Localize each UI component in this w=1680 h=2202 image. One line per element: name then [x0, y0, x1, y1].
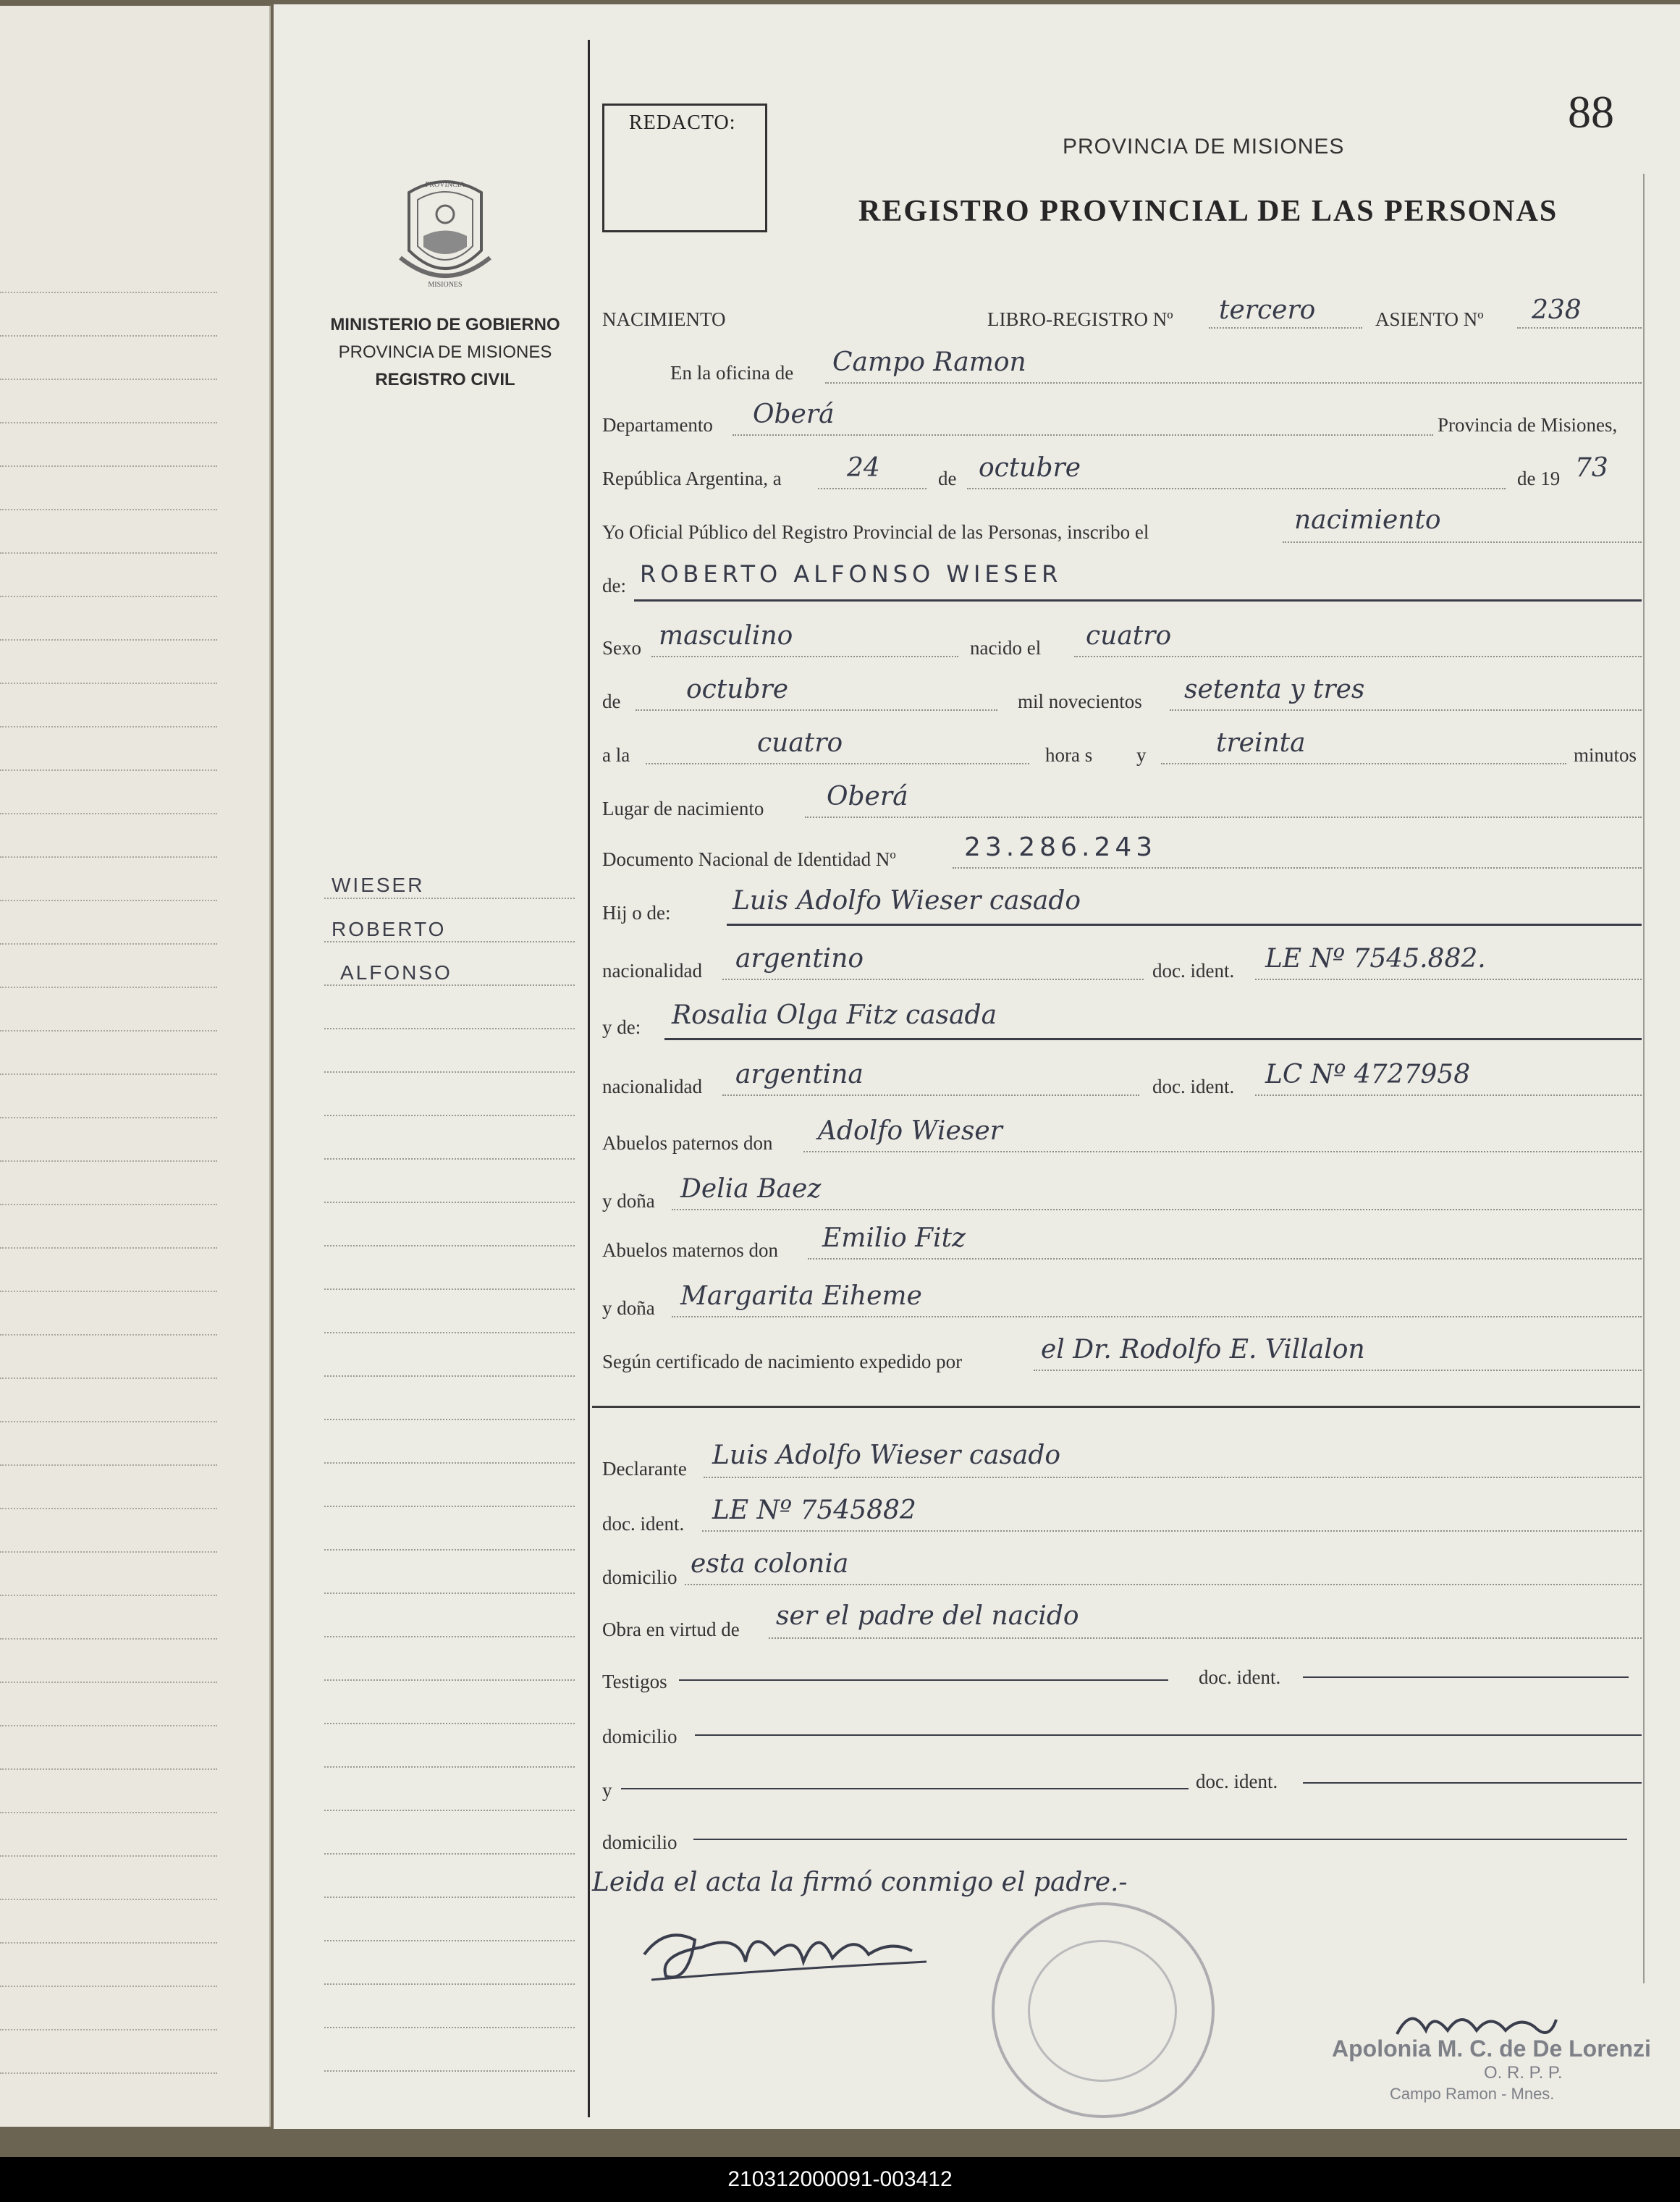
hora-value: cuatro: [757, 728, 843, 758]
form-border-line: [588, 40, 590, 2117]
doc2-value: LC Nº 4727958: [1265, 1060, 1471, 1089]
doc-declarante-value: LE Nº 7545882: [712, 1496, 916, 1525]
provincia-label: Provincia de Misiones,: [1438, 414, 1618, 436]
anio-nac-value: setenta y tres: [1184, 675, 1365, 704]
libro-value: tercero: [1219, 295, 1316, 325]
declarante-label: Declarante: [602, 1458, 687, 1480]
padre-value: Luis Adolfo Wieser casado: [733, 886, 1081, 916]
nac2-label: nacionalidad: [602, 1076, 702, 1097]
oficina-value: Campo Ramon: [832, 347, 1026, 377]
dia-value: 24: [847, 453, 880, 483]
dni-value: 23.286.243: [964, 832, 1157, 862]
yde-label: y de:: [602, 1016, 641, 1038]
official-stamp-line2: O. R. P. P.: [1484, 2063, 1563, 2083]
emblem-bottom-text: MISIONES: [428, 281, 463, 289]
footer-id: 210312000091-003412: [0, 2157, 1680, 2202]
sexo-label: Sexo: [602, 637, 641, 659]
de-year-label: de 19: [1517, 468, 1561, 489]
min-value: treinta: [1216, 728, 1306, 758]
form-right-line: [1643, 174, 1645, 1983]
abuelos-maternos-label: Abuelos maternos don: [602, 1239, 778, 1261]
abuelos-paternos-label: Abuelos paternos don: [602, 1132, 773, 1154]
doc-declarante-label: doc. ident.: [602, 1513, 685, 1535]
y-testigo-label: y: [602, 1779, 612, 1801]
official-stamp-name: Apolonia M. C. de De Lorenzi: [1332, 2036, 1651, 2062]
domicilio-value: esta colonia: [691, 1549, 849, 1579]
declarante-value: Luis Adolfo Wieser casado: [712, 1440, 1061, 1470]
margin-name2: ALFONSO: [340, 961, 452, 984]
madre-value: Rosalia Olga Fitz casada: [672, 1000, 997, 1030]
nacido-value: cuatro: [1086, 621, 1172, 651]
redacto-box: [602, 104, 767, 232]
y-dona-label-1: y doña: [602, 1190, 655, 1212]
doc2-label: doc. ident.: [1152, 1076, 1235, 1097]
margin-surname: WIESER: [332, 874, 425, 896]
emblem-top-text: PROVINCIA: [425, 181, 465, 189]
minutos-label: minutos: [1574, 744, 1637, 766]
departamento-value: Oberá: [753, 400, 835, 429]
republica-label: República Argentina, a: [602, 468, 782, 489]
certificado-label: Según certificado de nacimiento expedido por: [602, 1351, 963, 1372]
ministry-line1: MINISTERIO DE GOBIERNO: [330, 315, 560, 334]
lugar-value: Oberá: [827, 782, 908, 811]
asiento-label: ASIENTO Nº: [1375, 308, 1484, 330]
page-number: 88: [1568, 86, 1614, 138]
certificado-value: el Dr. Rodolfo E. Villalon: [1041, 1335, 1365, 1364]
doc-testigo-label: doc. ident.: [1199, 1666, 1281, 1688]
dni-label: Documento Nacional de Identidad Nº: [602, 848, 896, 870]
official-stamp-line3: Campo Ramon - Mnes.: [1390, 2085, 1555, 2103]
official-seal-inner: [1028, 1940, 1177, 2082]
domicilio-testigo2-label: domicilio: [602, 1831, 678, 1853]
province-title: PROVINCIA DE MISIONES: [1063, 135, 1345, 159]
domicilio-label: domicilio: [602, 1566, 678, 1588]
domicilio-testigo-label: domicilio: [602, 1726, 678, 1747]
ministry-line3: REGISTRO CIVIL: [375, 370, 515, 389]
ala-label: a la: [602, 744, 630, 766]
libro-label: LIBRO-REGISTRO Nº: [987, 308, 1173, 330]
nac1-value: argentino: [735, 944, 864, 974]
abuelos-maternos-value: Emilio Fitz: [822, 1223, 966, 1253]
doc1-label: doc. ident.: [1152, 960, 1235, 982]
y-dona-value-1: Delia Baez: [680, 1174, 822, 1204]
nacido-label: nacido el: [970, 637, 1042, 659]
abuelos-paternos-value: Adolfo Wieser: [818, 1116, 1002, 1146]
obra-value: ser el padre del nacido: [776, 1601, 1079, 1631]
y-dona-value-2: Margarita Eiheme: [680, 1281, 922, 1311]
asiento-value: 238: [1532, 295, 1582, 325]
sexo-value: masculino: [659, 621, 793, 651]
left-page: [0, 6, 271, 2127]
nota-value: Leida el acta la firmó conmigo el padre.-: [592, 1868, 1128, 1897]
obra-label: Obra en virtud de: [602, 1619, 740, 1640]
departamento-label: Departamento: [602, 414, 713, 436]
ministry-line2: PROVINCIA DE MISIONES: [338, 342, 552, 362]
doc-testigo2-label: doc. ident.: [1196, 1771, 1278, 1792]
hijo-label: Hij o de:: [602, 902, 671, 924]
redacto-label: REDACTO:: [629, 111, 736, 134]
registry-title: REGISTRO PROVINCIAL DE LAS PERSONAS: [858, 195, 1558, 228]
de-label-2: de:: [602, 575, 626, 596]
father-signature-icon: [637, 1911, 941, 1991]
doc1-value: LE Nº 7545.882.: [1265, 944, 1486, 974]
nacimiento-label: NACIMIENTO: [602, 308, 726, 330]
horas-label: hora s: [1045, 744, 1093, 766]
inscribo-value: nacimiento: [1294, 505, 1441, 535]
mes-nac-value: octubre: [686, 675, 789, 704]
nac1-label: nacionalidad: [602, 960, 702, 982]
lugar-label: Lugar de nacimiento: [602, 798, 764, 819]
nac2-value: argentina: [735, 1060, 864, 1089]
nombre-value: ROBERTO ALFONSO WIESER: [640, 560, 1063, 588]
year-value: 73: [1575, 453, 1608, 483]
testigos-label: Testigos: [602, 1671, 667, 1692]
oficina-label: En la oficina de: [670, 362, 794, 384]
mes-value: octubre: [979, 453, 1081, 483]
y-label: y: [1136, 744, 1147, 766]
de-label-3: de: [602, 691, 621, 712]
margin-name1: ROBERTO: [332, 918, 447, 940]
mil-label: mil novecientos: [1018, 691, 1142, 712]
oficial-label: Yo Oficial Público del Registro Provincial de las Personas, inscribo el: [602, 521, 1149, 543]
ministry-block: [318, 311, 572, 394]
y-dona-label-2: y doña: [602, 1297, 655, 1319]
de-label: de: [938, 468, 957, 489]
province-emblem-icon: [394, 171, 496, 294]
